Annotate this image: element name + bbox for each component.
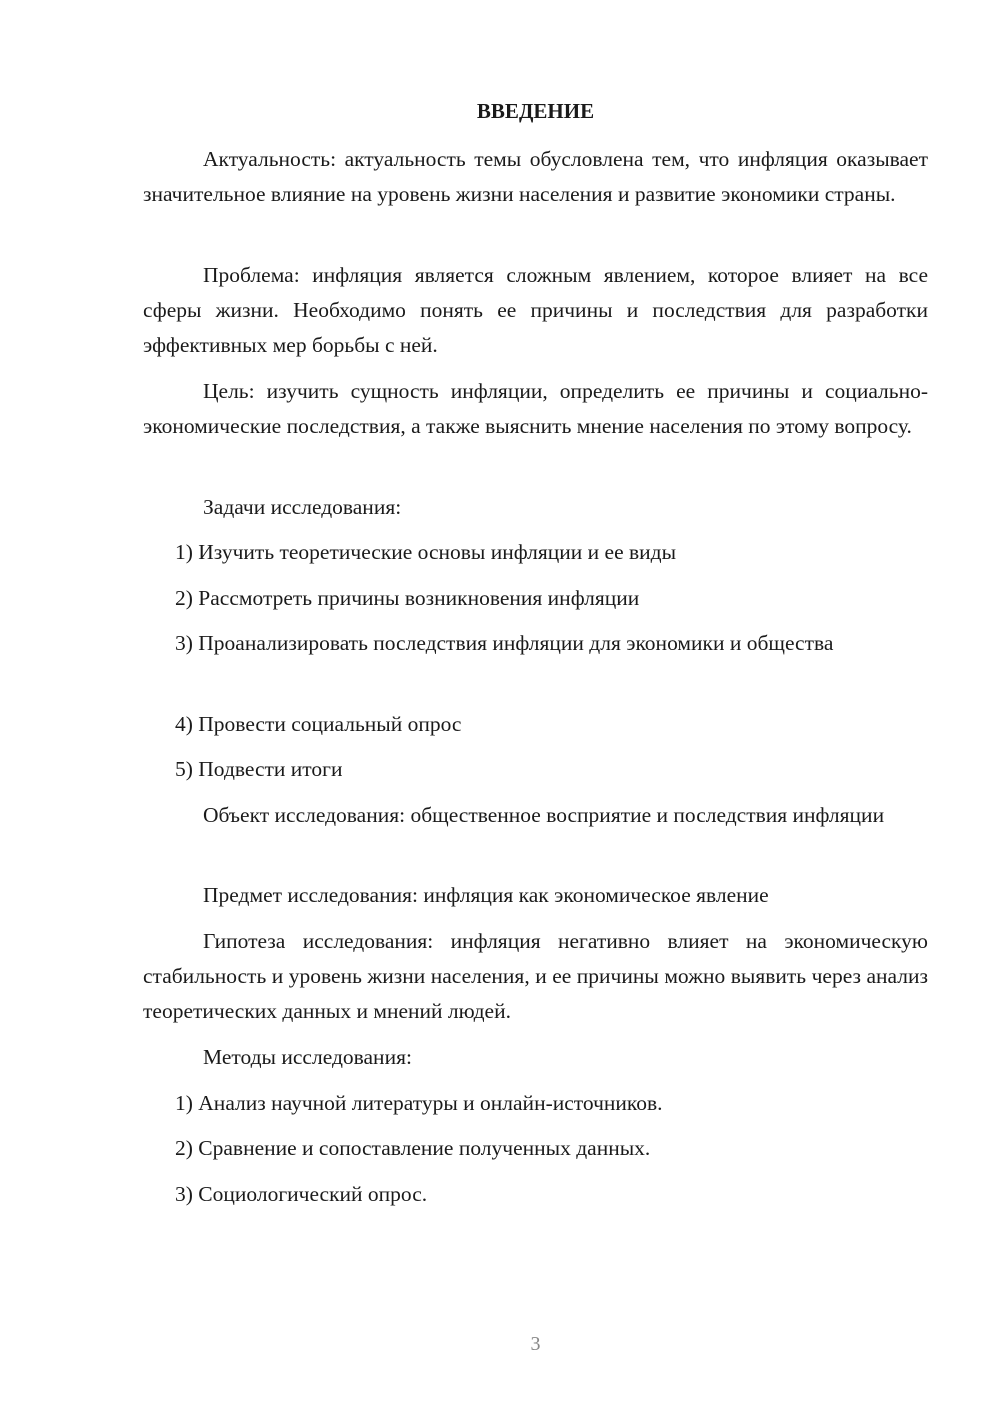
paragraph-hypothesis: Гипотеза исследования: инфляция негативно влияет на экономическую стабильность и уровень жизни населения, и ее причины можно выявить через анализ теоретических данных и мнений людей. [143,929,928,1023]
method-item-2: 2) Сравнение и сопоставление полученных данных. [175,1136,651,1160]
paragraph-subject: Предмет исследования: инфляция как экономическое явление [203,883,769,907]
paragraph-goal: Цель: изучить сущность инфляции, определить ее причины и социально-экономические последствия, а также выяснить мнение населения по этому вопросу. [143,379,928,438]
section-heading: ВВЕДЕНИЕ [476,99,595,123]
page-number: 3 [530,1333,541,1355]
paragraph-problem: Проблема: инфляция является сложным явлением, которое влияет на все сферы жизни. Необходимо понять ее причины и последствия для разработки эффективных мер борьбы с ней. [143,263,928,357]
methods-heading: Методы исследования: [203,1045,412,1069]
document-page [143,0,928,1414]
method-item-3: 3) Социологический опрос. [175,1182,428,1206]
task-item-1: 1) Изучить теоретические основы инфляции и ее виды [175,540,677,564]
paragraph-object: Объект исследования: общественное восприятие и последствия инфляции [203,803,885,827]
task-item-3: 3) Проанализировать последствия инфляции для экономики и общества [175,631,834,655]
paragraph-relevance: Актуальность: актуальность темы обусловлена тем, что инфляция оказывает значительное влияние на уровень жизни населения и развитие экономики страны. [143,147,928,206]
task-item-4: 4) Провести социальный опрос [175,712,462,736]
task-item-2: 2) Рассмотреть причины возникновения инфляции [175,586,640,610]
tasks-heading: Задачи исследования: [203,495,402,519]
task-item-5: 5) Подвести итоги [175,757,343,781]
method-item-1: 1) Анализ научной литературы и онлайн-источников. [175,1091,663,1115]
